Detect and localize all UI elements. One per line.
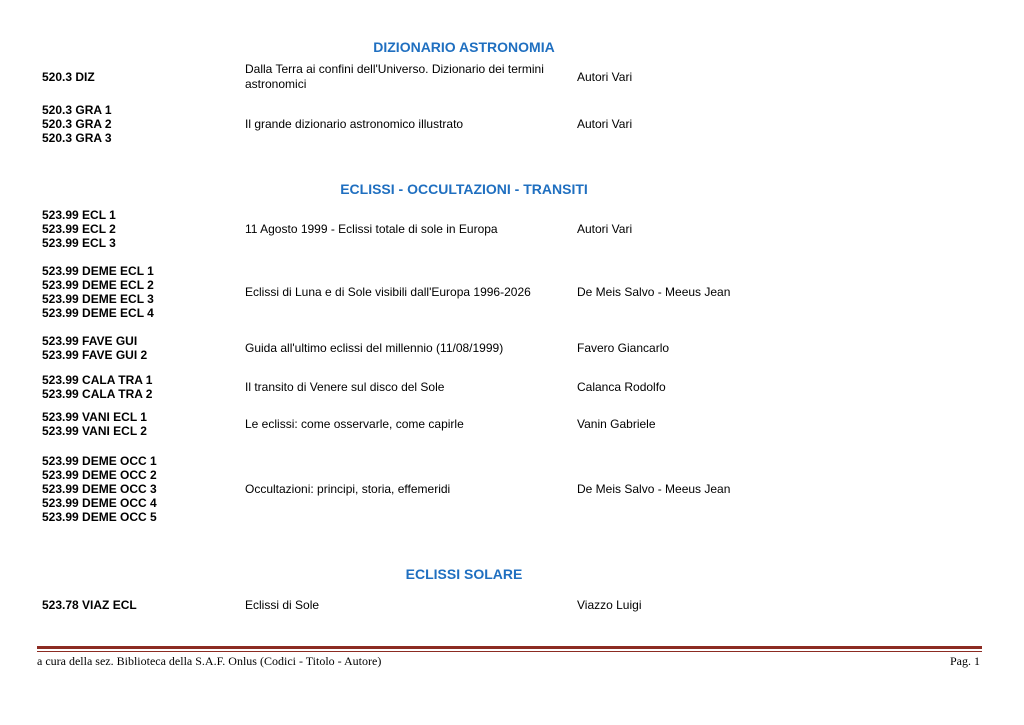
page-number: Pag. 1 — [950, 654, 980, 668]
entry-code: 523.99 DEME OCC 5 — [42, 510, 157, 524]
entry-title: Eclissi di Luna e di Sole visibili dall'Europa 1996-2026 — [245, 284, 531, 299]
entry-code: 523.99 VANI ECL 2 — [42, 424, 147, 438]
catalog-entry — [0, 454, 1024, 524]
entry-code: 523.99 ECL 2 — [42, 222, 116, 236]
entry-title: Occultazioni: principi, storia, effemeridi — [245, 481, 451, 496]
entry-codes — [42, 208, 242, 250]
entry-code: 523.99 CALA TRA 1 — [42, 373, 153, 387]
entry-code: 523.99 CALA TRA 2 — [42, 387, 153, 401]
entry-code: 523.99 DEME ECL 4 — [42, 306, 154, 320]
entry-title: Guida all'ultimo eclissi del millennio (11/08/1999) — [245, 340, 504, 355]
entry-author: Autori Vari — [577, 222, 633, 236]
entry-codes — [42, 597, 242, 613]
catalog-entry — [0, 597, 1024, 613]
catalog-entry — [0, 103, 1024, 145]
entry-codes — [42, 334, 242, 362]
entry-author: Autori Vari — [577, 117, 633, 131]
entry-code: 523.99 ECL 1 — [42, 208, 116, 222]
footer-rule-thin — [37, 651, 982, 652]
entry-code: 523.99 DEME OCC 3 — [42, 482, 157, 496]
entry-title: Dalla Terra ai confini dell'Universo. Dizionario dei termini astronomici — [245, 62, 544, 91]
catalog-entry — [0, 373, 1024, 401]
entry-code: 523.99 VANI ECL 1 — [42, 410, 147, 424]
entry-code: 523.99 FAVE GUI — [42, 334, 138, 348]
entry-codes — [42, 58, 242, 96]
entry-code: 523.99 FAVE GUI 2 — [42, 348, 148, 362]
entry-codes — [42, 264, 242, 320]
entry-codes — [42, 103, 242, 145]
entry-code: 520.3 DIZ — [42, 70, 95, 84]
entry-code: 520.3 GRA 2 — [42, 117, 112, 131]
entry-codes — [42, 410, 242, 438]
entry-title: Eclissi di Sole — [245, 597, 320, 612]
entry-codes — [42, 454, 242, 524]
footer-credit: a cura della sez. Biblioteca della S.A.F. Onlus (Codici - Titolo - Autore) — [37, 654, 382, 668]
entry-code: 523.99 DEME OCC 4 — [42, 496, 157, 510]
entry-code: 520.3 GRA 3 — [42, 131, 112, 145]
catalog-entry — [0, 264, 1024, 320]
entry-author: Favero Giancarlo — [577, 341, 670, 355]
catalog-entry — [0, 334, 1024, 362]
entry-author: Autori Vari — [577, 70, 633, 84]
entry-code: 523.78 VIAZ ECL — [42, 598, 137, 612]
section-heading-eclissi-occultazioni: ECLISSI - OCCULTAZIONI - TRANSITI — [340, 181, 588, 197]
section-heading-eclissi-solare: ECLISSI SOLARE — [405, 566, 523, 582]
entry-codes — [42, 373, 242, 401]
entry-title: Il transito di Venere sul disco del Sole — [245, 379, 445, 394]
entry-title: Il grande dizionario astronomico illustrato — [245, 116, 464, 131]
entry-title: 11 Agosto 1999 - Eclissi totale di sole in Europa — [245, 221, 498, 236]
entry-author: Calanca Rodolfo — [577, 380, 666, 394]
section-heading-dizionario: DIZIONARIO ASTRONOMIA — [373, 39, 555, 55]
entry-author: De Meis Salvo - Meeus Jean — [577, 482, 731, 496]
entry-code: 520.3 GRA 1 — [42, 103, 112, 117]
catalog-entry — [0, 58, 1024, 96]
entry-code: 523.99 DEME OCC 1 — [42, 454, 157, 468]
entry-code: 523.99 DEME ECL 2 — [42, 278, 154, 292]
entry-code: 523.99 DEME OCC 2 — [42, 468, 157, 482]
entry-title: Le eclissi: come osservarle, come capirle — [245, 416, 464, 431]
entry-code: 523.99 ECL 3 — [42, 236, 116, 250]
footer-rule — [37, 646, 982, 649]
entry-code: 523.99 DEME ECL 3 — [42, 292, 154, 306]
entry-author: Vanin Gabriele — [577, 417, 656, 431]
catalog-entry — [0, 208, 1024, 250]
entry-author: Viazzo Luigi — [577, 598, 642, 612]
entry-code: 523.99 DEME ECL 1 — [42, 264, 154, 278]
entry-author: De Meis Salvo - Meeus Jean — [577, 285, 731, 299]
catalog-entry — [0, 410, 1024, 438]
